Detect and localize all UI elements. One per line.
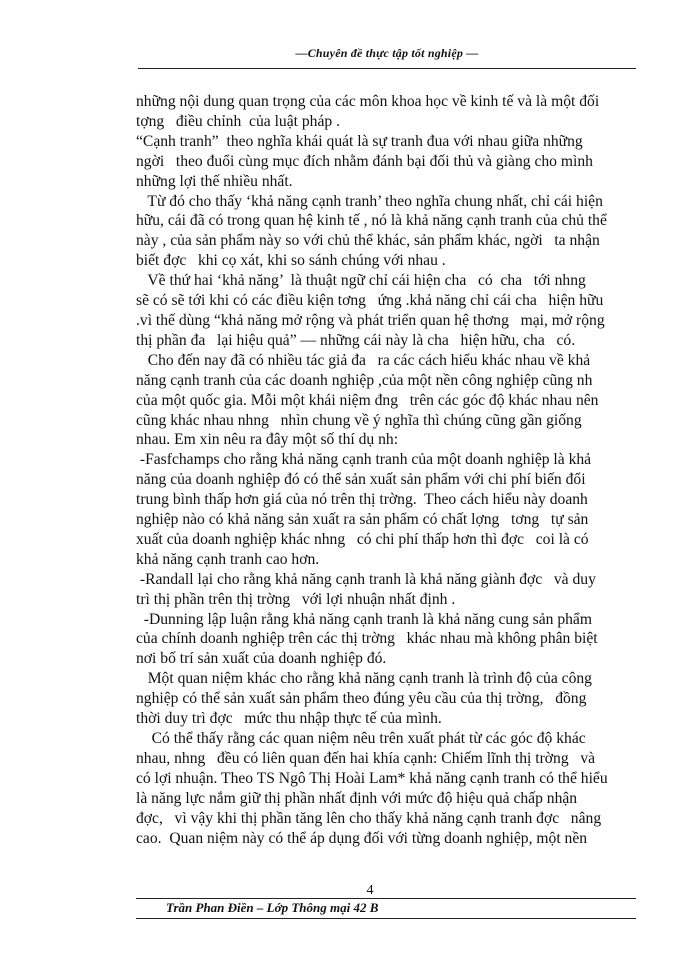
text-line: đợc, vì vậy khi thị phần tăng lên cho thấy khả năng cạnh tranh đợc nâng	[136, 809, 602, 827]
text-line: những lợi thế nhiều nhất.	[136, 172, 293, 190]
text-line: thị phần đa lại hiệu quả” — những cái này là cha hiện hữu, cha có.	[136, 331, 576, 349]
footer-author: Trần Phan Điền – Lớp Thông mại 42 B	[166, 900, 379, 915]
text-line: những nội dung quan trọng của các môn khoa học về kinh tế và là một đối	[136, 93, 600, 110]
text-line: là năng lực nắm giữ thị phần nhất định với mức độ hiệu quả chấp nhận	[136, 789, 578, 807]
text-line: nghiệp có thể sản xuất sản phẩm theo đúng yêu cầu của thị trờng, đồng	[136, 690, 587, 708]
text-line: -Randall lại cho rằng khả năng cạnh tranh là khả năng giành đợc và duy	[136, 570, 596, 588]
text-line: Cho đến nay đã có nhiều tác giả đa ra các cách hiểu khác nhau về khả	[136, 351, 591, 369]
text-line: Từ đó cho thấy ‘khả năng cạnh tranh’ theo nghĩa chung nhất, chỉ cái hiện	[136, 192, 603, 210]
text-line: cao. Quan niệm này có thể áp dụng đối với từng doanh nghiệp, một nền	[136, 829, 588, 847]
text-line: này , của sản phẩm này so với chủ thể khác, sản phẩm khác, ngời ta nhận	[136, 232, 600, 250]
text-line: thời duy trì đợc mức thu nhập thực tế của mình.	[136, 710, 442, 728]
text-line: nhau. Em xin nêu ra đây một số thí dụ nh:	[136, 431, 399, 449]
text-line: ngời theo đuổi cùng mục đích nhằm đánh bại đối thủ và giàng cho mình	[136, 152, 593, 170]
text-line: khả năng cạnh tranh cao hơn.	[136, 550, 320, 568]
paragraph	[136, 92, 636, 132]
footer-divider-bottom	[136, 918, 636, 919]
paragraph	[136, 132, 636, 192]
paragraph	[136, 669, 636, 729]
text-line: Một quan niệm khác cho rằng khả năng cạnh tranh là trình độ của công	[136, 670, 592, 688]
text-line: .vì thế dùng “khả năng mở rộng và phát triển quan hệ thơng mại, mở rộng	[136, 311, 605, 329]
footer-divider-top	[136, 898, 636, 899]
text-line: năng cạnh tranh của các doanh nghiệp ,của một nền công nghiệp cũng nh	[136, 371, 593, 389]
paragraph	[136, 729, 636, 848]
text-line: nghiệp nào có khả năng sản xuất ra sản phẩm có chất lợng tơng tự sản	[136, 511, 589, 529]
text-line: có lợi nhuận. Theo TS Ngô Thị Hoài Lam* khả năng cạnh tranh có thể hiểu	[136, 769, 608, 787]
document-body	[136, 92, 636, 848]
paragraph	[136, 570, 636, 610]
text-line: Có thể thấy rằng các quan niệm nêu trên xuất phát từ các góc độ khác	[136, 730, 586, 747]
text-line: của chính doanh nghiệp trên các thị trờng khác nhau mà không phân biệt	[136, 630, 598, 648]
text-line: biết đợc khi cọ xát, khi so sánh chúng với nhau .	[136, 252, 446, 270]
text-line: của một quốc gia. Mỗi một khái niệm đng trên các góc độ khác nhau nên	[136, 391, 599, 409]
text-line: “Cạnh tranh” theo nghĩa khái quát là sự tranh đua với nhau giữa những	[136, 132, 583, 150]
paragraph	[136, 450, 636, 569]
text-line: hữu, cái đã có trong quan hệ kinh tế , nó là khả năng cạnh tranh của chủ thể	[136, 212, 607, 230]
text-line: cũng khác nhau nhng nhìn chung về ý nghĩa thì chúng cũng gần giống	[136, 411, 582, 429]
paragraph	[136, 192, 636, 272]
text-line: năng của doanh nghiệp đó có thể sản xuất sản phẩm với chi phí biến đổi	[136, 471, 586, 489]
text-line: nhau, nhng đều có liên quan đến hai khía cạnh: Chiếm lĩnh thị trờng và	[136, 749, 596, 767]
text-line: xuất của doanh nghiệp khác nhng có chi phí thấp hơn thì đợc coi là có	[136, 530, 589, 548]
paragraph	[136, 271, 636, 351]
text-line: -Dunning lập luận rằng khả năng cạnh tranh là khả năng cung sản phẩm	[136, 610, 592, 628]
page-header: —Chuyên đề thực tập tốt nghiệp —	[295, 46, 479, 60]
paragraph	[136, 351, 636, 451]
text-line: -Fasfchamps cho rằng khả năng cạnh tranh của một doanh nghiệp là khả	[136, 451, 592, 469]
text-line: sẽ có sẽ tới khi có các điều kiện tơng ứng .khả năng chỉ cái cha hiện hữu	[136, 292, 604, 310]
text-line: trì thị phần trên thị trờng với lợi nhuận nhất định .	[136, 590, 456, 608]
text-line: tợng điều chỉnh của luật pháp .	[136, 112, 340, 130]
page-number: 4	[366, 883, 374, 898]
text-line: trung bình thấp hơn giá của nó trên thị trờng. Theo cách hiểu này doanh	[136, 491, 588, 509]
paragraph	[136, 610, 636, 670]
header-divider	[138, 68, 636, 69]
text-line: Về thứ hai ‘khả năng’ là thuật ngữ chỉ cái hiện cha có cha tới nhng	[136, 272, 586, 290]
text-line: nơi bố trí sản xuất của doanh nghiệp đó.	[136, 650, 387, 668]
